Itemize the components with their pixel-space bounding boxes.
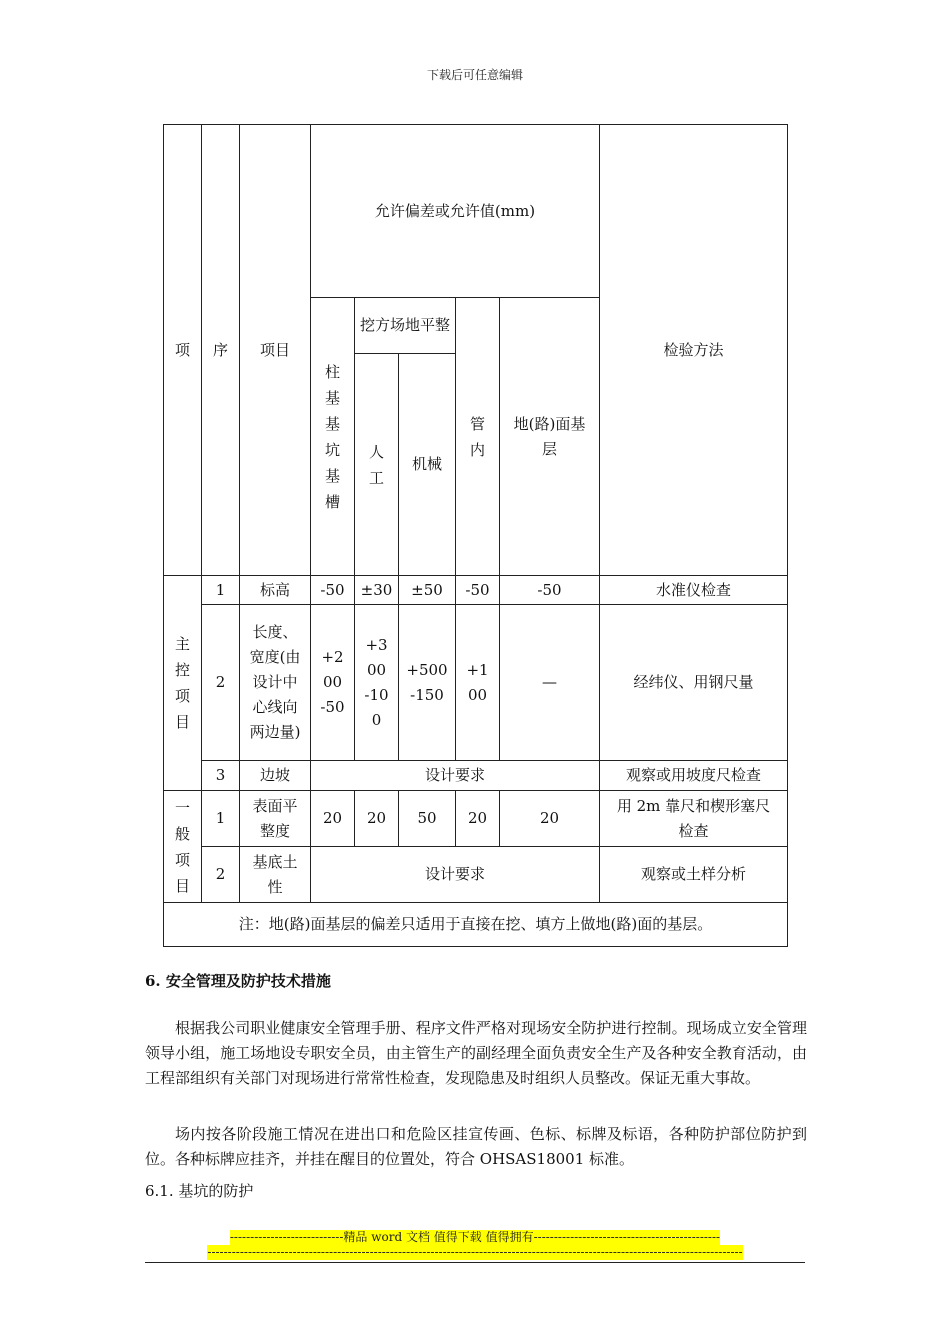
group-main-text: 主控项目	[174, 635, 190, 731]
header-project: 项目	[240, 125, 311, 576]
header-pit	[311, 298, 355, 576]
row-seq: 2	[202, 847, 240, 903]
header-method: 检验方法	[600, 125, 788, 576]
paragraph-1: 根据我公司职业健康安全管理手册、程序文件严格对现场安全防护进行控制。现场成立安全管理领导小组，施工场地设专职安全员，由主管生产的副经理全面负责安全生产及各种安全教育活动，由工程部组织有关部门对现场进行常常性检查，发现隐患及时组织人员整改。保证无重大事故。	[145, 1019, 807, 1087]
row-value: —	[500, 605, 600, 761]
header-machine: 机械	[399, 354, 456, 576]
row-name	[240, 605, 311, 761]
row-method-text: 用 2m 靠尺和楔形塞尺检查	[616, 796, 771, 840]
row-name	[240, 791, 311, 847]
row-value: 20	[500, 791, 600, 847]
group-general-text: 一般项目	[174, 798, 190, 895]
header-pipe	[456, 298, 500, 576]
header-excavation	[355, 298, 456, 354]
header-tolerance: 允许偏差或允许值(mm)	[311, 125, 600, 298]
section-title: 6. 安全管理及防护技术措施	[145, 972, 331, 990]
row-name	[240, 847, 311, 903]
footer-dash-line: ------------------------------------------------------------------------------------------------------------------------------------	[207, 1245, 743, 1259]
row-value: 20	[355, 791, 399, 847]
table-row	[164, 761, 788, 791]
row-name-text: 基底土性	[252, 852, 298, 896]
row-value	[355, 605, 399, 761]
header-item: 项	[164, 125, 202, 576]
subheading: 6.1. 基坑的防护	[145, 1182, 254, 1200]
header-pit-text: 柱基基坑基槽	[324, 362, 340, 511]
header-excavation-text: 挖方场地平整	[360, 316, 451, 334]
table-row	[164, 605, 788, 761]
row-value: 20	[456, 791, 500, 847]
row-value: -50	[500, 576, 600, 605]
paragraph-2: 场内按各阶段施工情况在进出口和危险区挂宣传画、色标、标牌及标语，各种防护部位防护到位。各种标牌应挂齐，并挂在醒目的位置处，符合 OHSAS18001 标准。	[145, 1125, 807, 1168]
row-seq: 3	[202, 761, 240, 791]
header-manual	[355, 354, 399, 576]
group-main	[164, 576, 202, 791]
table-row	[164, 791, 788, 847]
row-method	[600, 791, 788, 847]
header-road-text: 地(路)面基层	[513, 414, 586, 458]
footer-banner-text: ----------------------------精品 word 文档 值得下载 值得拥有----------------------------------------------	[229, 1230, 721, 1244]
row-name-text: 长度、宽度(由设计中心线向两边量)	[249, 623, 301, 741]
row-value: 50	[399, 791, 456, 847]
row-value	[456, 605, 500, 761]
table-note: 注：地(路)面基层的偏差只适用于直接在挖、填方上做地(路)面的基层。	[164, 903, 788, 947]
row-value: ±30	[355, 576, 399, 605]
row-value	[399, 605, 456, 761]
row-value-text: +300 -100	[364, 635, 389, 729]
footer-banner-1	[0, 1230, 950, 1245]
row-value: -50	[456, 576, 500, 605]
row-method: 观察或用坡度尺检查	[600, 761, 788, 791]
row-method: 经纬仪、用钢尺量	[600, 605, 788, 761]
row-name: 边坡	[240, 761, 311, 791]
row-method: 水准仪检查	[600, 576, 788, 605]
row-seq: 1	[202, 576, 240, 605]
row-seq: 1	[202, 791, 240, 847]
row-value: ±50	[399, 576, 456, 605]
row-value: -50	[311, 576, 355, 605]
tolerance-table	[163, 124, 788, 947]
group-general	[164, 791, 202, 903]
header-pipe-text: 管内	[469, 414, 485, 459]
row-merged-value: 设计要求	[311, 761, 600, 791]
row-name-text: 表面平整度	[252, 796, 298, 840]
page-header: 下载后可任意编辑	[426, 68, 523, 82]
row-value	[311, 605, 355, 761]
footer-banner-2	[0, 1245, 950, 1260]
header-manual-text: 人工	[368, 442, 384, 487]
row-merged-value: 设计要求	[311, 847, 600, 903]
header-road	[500, 298, 600, 576]
row-value-text: +200 -50	[320, 648, 345, 716]
row-seq: 2	[202, 605, 240, 761]
row-method: 观察或土样分析	[600, 847, 788, 903]
row-name: 标高	[240, 576, 311, 605]
row-value-text: +100	[466, 660, 489, 704]
row-value-text: +500 -150	[406, 660, 448, 704]
row-value: 20	[311, 791, 355, 847]
table-row	[164, 847, 788, 903]
header-seq: 序	[202, 125, 240, 576]
table-row	[164, 576, 788, 605]
footer-rule	[145, 1262, 805, 1263]
